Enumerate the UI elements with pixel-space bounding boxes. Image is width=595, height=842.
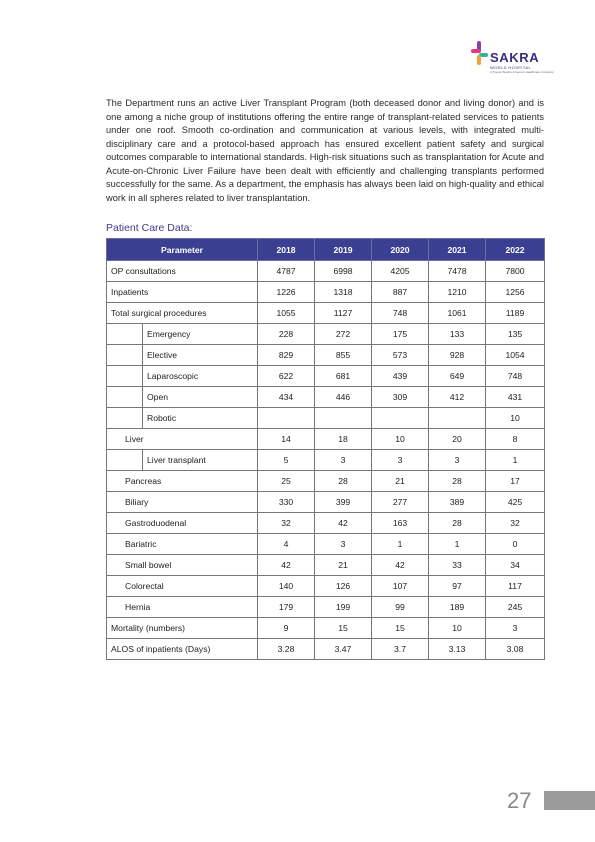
value-cell: 179: [258, 597, 315, 618]
row-label: Total surgical procedures: [107, 303, 258, 324]
row-label: Elective: [143, 345, 258, 366]
value-cell: 399: [315, 492, 372, 513]
indent-cell: [107, 408, 143, 429]
value-cell: 3.28: [258, 639, 315, 660]
table-row: [107, 324, 545, 345]
table-row: [107, 303, 545, 324]
value-cell: 573: [372, 345, 429, 366]
value-cell: 1226: [258, 282, 315, 303]
value-cell: 7478: [429, 261, 486, 282]
row-label: Emergency: [143, 324, 258, 345]
value-cell: 1318: [315, 282, 372, 303]
indent-cell: [107, 387, 143, 408]
row-label: Open: [143, 387, 258, 408]
value-cell: 25: [258, 471, 315, 492]
value-cell: 1061: [429, 303, 486, 324]
table-row: [107, 555, 545, 576]
value-cell: 17: [486, 471, 545, 492]
value-cell: 3.08: [486, 639, 545, 660]
value-cell: 3.7: [372, 639, 429, 660]
logo-mark-icon: [470, 40, 488, 68]
value-cell: 199: [315, 597, 372, 618]
value-cell: 412: [429, 387, 486, 408]
value-cell: [429, 408, 486, 429]
value-cell: 277: [372, 492, 429, 513]
indent-cell: [107, 366, 143, 387]
value-cell: [258, 408, 315, 429]
value-cell: 425: [486, 492, 545, 513]
value-cell: 330: [258, 492, 315, 513]
value-cell: 3.13: [429, 639, 486, 660]
patient-care-table: [106, 238, 545, 660]
logo-tagline: A Toyota Tsusho & Secom Healthcare Company: [490, 70, 554, 74]
value-cell: 622: [258, 366, 315, 387]
value-cell: 33: [429, 555, 486, 576]
value-cell: 1210: [429, 282, 486, 303]
value-cell: 28: [429, 513, 486, 534]
value-cell: 748: [372, 303, 429, 324]
value-cell: 3.47: [315, 639, 372, 660]
value-cell: 446: [315, 387, 372, 408]
indent-cell: [107, 324, 143, 345]
value-cell: 133: [429, 324, 486, 345]
value-cell: 228: [258, 324, 315, 345]
value-cell: 28: [429, 471, 486, 492]
row-label: Pancreas: [107, 471, 258, 492]
value-cell: 140: [258, 576, 315, 597]
sakra-logo: [470, 40, 570, 80]
logo-wordmark: SAKRA: [490, 50, 540, 65]
section-heading: Patient Care Data:: [106, 222, 193, 234]
header-2019: 2019: [315, 239, 372, 261]
page-number-bar: [544, 791, 595, 810]
value-cell: 15: [372, 618, 429, 639]
row-label: Gastroduodenal: [107, 513, 258, 534]
value-cell: 99: [372, 597, 429, 618]
value-cell: 1: [486, 450, 545, 471]
row-label: Small bowel: [107, 555, 258, 576]
value-cell: 1054: [486, 345, 545, 366]
value-cell: 681: [315, 366, 372, 387]
header-2021: 2021: [429, 239, 486, 261]
value-cell: 28: [315, 471, 372, 492]
value-cell: 10: [429, 618, 486, 639]
value-cell: 4787: [258, 261, 315, 282]
table-row: [107, 408, 545, 429]
table-row: [107, 282, 545, 303]
table-header-row: [107, 239, 545, 261]
table-row: [107, 618, 545, 639]
table-row: [107, 345, 545, 366]
value-cell: 18: [315, 429, 372, 450]
value-cell: 20: [429, 429, 486, 450]
row-label: Inpatients: [107, 282, 258, 303]
table-row: [107, 429, 545, 450]
row-label: Liver: [107, 429, 258, 450]
value-cell: 245: [486, 597, 545, 618]
value-cell: 309: [372, 387, 429, 408]
header-2018: 2018: [258, 239, 315, 261]
value-cell: 1127: [315, 303, 372, 324]
value-cell: 1055: [258, 303, 315, 324]
table-row: [107, 597, 545, 618]
value-cell: 829: [258, 345, 315, 366]
value-cell: 7800: [486, 261, 545, 282]
value-cell: 32: [258, 513, 315, 534]
row-label: Colorectal: [107, 576, 258, 597]
value-cell: 4205: [372, 261, 429, 282]
row-label: OP consultations: [107, 261, 258, 282]
value-cell: 6998: [315, 261, 372, 282]
value-cell: 748: [486, 366, 545, 387]
logo-subtitle: WORLD HOSPITAL: [490, 65, 532, 70]
value-cell: 189: [429, 597, 486, 618]
value-cell: 439: [372, 366, 429, 387]
value-cell: 3: [486, 618, 545, 639]
header-2020: 2020: [372, 239, 429, 261]
value-cell: 1: [372, 534, 429, 555]
value-cell: 389: [429, 492, 486, 513]
value-cell: 3: [372, 450, 429, 471]
value-cell: 1256: [486, 282, 545, 303]
table-row: [107, 534, 545, 555]
value-cell: 855: [315, 345, 372, 366]
value-cell: 42: [315, 513, 372, 534]
row-label: Mortality (numbers): [107, 618, 258, 639]
value-cell: 15: [315, 618, 372, 639]
table-row: [107, 513, 545, 534]
row-label: Biliary: [107, 492, 258, 513]
value-cell: 21: [372, 471, 429, 492]
value-cell: 97: [429, 576, 486, 597]
table-row: [107, 492, 545, 513]
header-parameter: Parameter: [107, 239, 258, 261]
value-cell: 1: [429, 534, 486, 555]
value-cell: 107: [372, 576, 429, 597]
value-cell: 0: [486, 534, 545, 555]
value-cell: 34: [486, 555, 545, 576]
indent-cell: [107, 345, 143, 366]
table-row: [107, 387, 545, 408]
table-row: [107, 639, 545, 660]
value-cell: 10: [486, 408, 545, 429]
table-row: [107, 261, 545, 282]
value-cell: 431: [486, 387, 545, 408]
value-cell: 1189: [486, 303, 545, 324]
intro-paragraph: The Department runs an active Liver Transplant Program (both deceased donor and living donor) and is one among a niche group of institutions offering the entire range of transplant-related services to patients under one roof. Smooth co-ordination and communication at various levels, with integrated multi-disciplinary care and a protocol-based approach has ensured excellent patient safety and surgical outcomes comparable to international standards. High-risk situations such as transplantation for Acute and Acute-on-Chronic Liver Failure have been dealt with efficiently and challenging transplants performed successfully for the same. As a department, the emphasis has always been laid on high-quality and ethical work in all spheres related to liver transplantation.: [106, 98, 544, 203]
table-row: [107, 576, 545, 597]
table-row: [107, 366, 545, 387]
row-label: Liver transplant: [143, 450, 258, 471]
value-cell: 3: [315, 450, 372, 471]
value-cell: 42: [372, 555, 429, 576]
row-label: Laparoscopic: [143, 366, 258, 387]
value-cell: 8: [486, 429, 545, 450]
value-cell: 649: [429, 366, 486, 387]
row-label: Hernia: [107, 597, 258, 618]
page-number: 27: [507, 788, 532, 813]
row-label: ALOS of inpatients (Days): [107, 639, 258, 660]
table-row: [107, 471, 545, 492]
value-cell: 32: [486, 513, 545, 534]
value-cell: 126: [315, 576, 372, 597]
value-cell: 272: [315, 324, 372, 345]
value-cell: 3: [429, 450, 486, 471]
value-cell: [315, 408, 372, 429]
value-cell: 887: [372, 282, 429, 303]
value-cell: 135: [486, 324, 545, 345]
value-cell: 117: [486, 576, 545, 597]
value-cell: 42: [258, 555, 315, 576]
value-cell: 14: [258, 429, 315, 450]
value-cell: [372, 408, 429, 429]
value-cell: 175: [372, 324, 429, 345]
value-cell: 928: [429, 345, 486, 366]
header-2022: 2022: [486, 239, 545, 261]
row-label: Robotic: [143, 408, 258, 429]
value-cell: 9: [258, 618, 315, 639]
indent-cell: [107, 450, 143, 471]
value-cell: 3: [315, 534, 372, 555]
value-cell: 5: [258, 450, 315, 471]
row-label: Bariatric: [107, 534, 258, 555]
value-cell: 4: [258, 534, 315, 555]
value-cell: 10: [372, 429, 429, 450]
value-cell: 434: [258, 387, 315, 408]
value-cell: 21: [315, 555, 372, 576]
table-row: [107, 450, 545, 471]
value-cell: 163: [372, 513, 429, 534]
table-body: [107, 261, 545, 660]
